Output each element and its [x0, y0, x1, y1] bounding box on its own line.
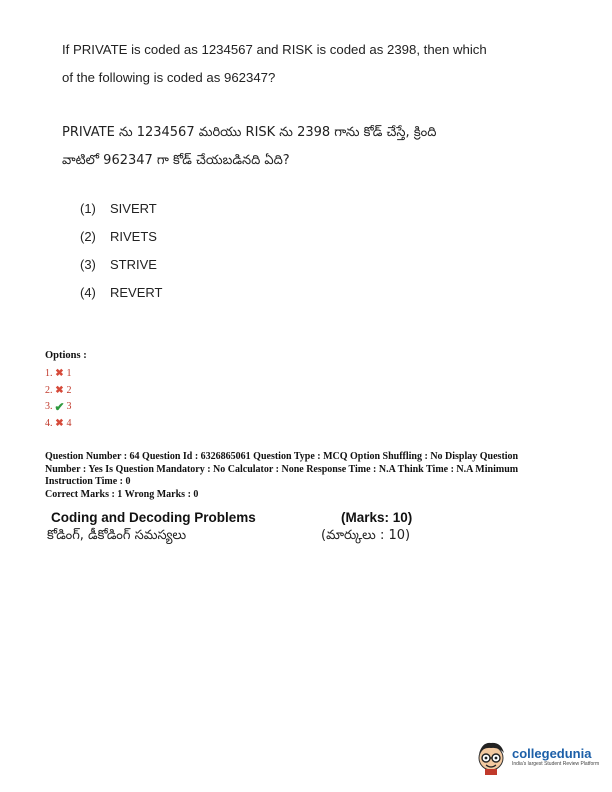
choice-text: STRIVE	[110, 257, 157, 272]
logo-name: collegedunia	[512, 745, 592, 761]
section-marks: (Marks: 10)	[341, 510, 413, 525]
choice-text: RIVETS	[110, 229, 157, 244]
option-index: 1.	[45, 368, 53, 380]
cross-icon: ✖	[55, 417, 64, 429]
choice-3	[80, 255, 163, 283]
section-title-telugu: కోడింగ్, డీకోడింగ్ సమస్యలు	[47, 528, 187, 543]
options-list	[45, 366, 72, 432]
question-meta-line1: Question Number : 64 Question Id : 6326865061 Question Type : MCQ Option Shuffling : No Display Question	[45, 451, 519, 462]
option-value: 2	[66, 384, 72, 396]
mascot-icon	[474, 738, 508, 776]
answer-choices	[80, 199, 163, 311]
option-row-3	[45, 399, 72, 416]
option-index: 3.	[45, 401, 53, 413]
option-row-1	[45, 366, 72, 383]
cross-icon: ✖	[55, 368, 64, 380]
question-telugu-line2: వాటిలో 962347 గా కోడ్ చేయబడినది ఏది?	[62, 153, 290, 168]
choice-number: (3)	[80, 257, 96, 272]
choice-1	[80, 199, 163, 227]
question-meta-line3: Instruction Time : 0	[45, 476, 131, 487]
option-value: 3	[66, 401, 72, 413]
option-row-2	[45, 383, 72, 400]
options-label: Options :	[45, 350, 87, 361]
choice-number: (4)	[80, 285, 96, 300]
choice-2	[80, 227, 163, 255]
question-english-line2: of the following is coded as 962347?	[62, 70, 276, 85]
choice-number: (1)	[80, 201, 96, 216]
logo-tagline: India's largest Student Review Platform	[512, 760, 600, 767]
question-meta	[45, 451, 565, 489]
question-telugu-line1: PRIVATE ను 1234567 మరియు RISK ను 2398 గాను కోడ్ చేస్తే, క్రింది	[62, 125, 437, 140]
collegedunia-logo	[474, 737, 606, 777]
option-value: 1	[66, 368, 72, 380]
option-index: 4.	[45, 417, 53, 429]
question-english	[62, 36, 532, 92]
marks-info: Correct Marks : 1 Wrong Marks : 0	[45, 489, 199, 500]
option-value: 4	[66, 417, 72, 429]
cross-icon: ✖	[55, 384, 64, 396]
question-english-line1: If PRIVATE is coded as 1234567 and RISK is coded as 2398, then which	[62, 42, 487, 57]
option-row-4	[45, 416, 72, 433]
question-meta-line2: Number : Yes Is Question Mandatory : No Calculator : None Response Time : N.A Think Time : N.A Minimum	[45, 463, 519, 475]
check-icon: ✔	[54, 400, 65, 415]
choice-text: REVERT	[110, 285, 163, 300]
option-index: 2.	[45, 384, 53, 396]
section-title: Coding and Decoding Problems	[51, 510, 256, 525]
choice-text: SIVERT	[110, 201, 157, 216]
choice-number: (2)	[80, 229, 96, 244]
choice-4	[80, 283, 163, 311]
question-telugu	[62, 119, 542, 175]
section-marks-telugu: (మార్కులు : 10)	[321, 528, 411, 543]
